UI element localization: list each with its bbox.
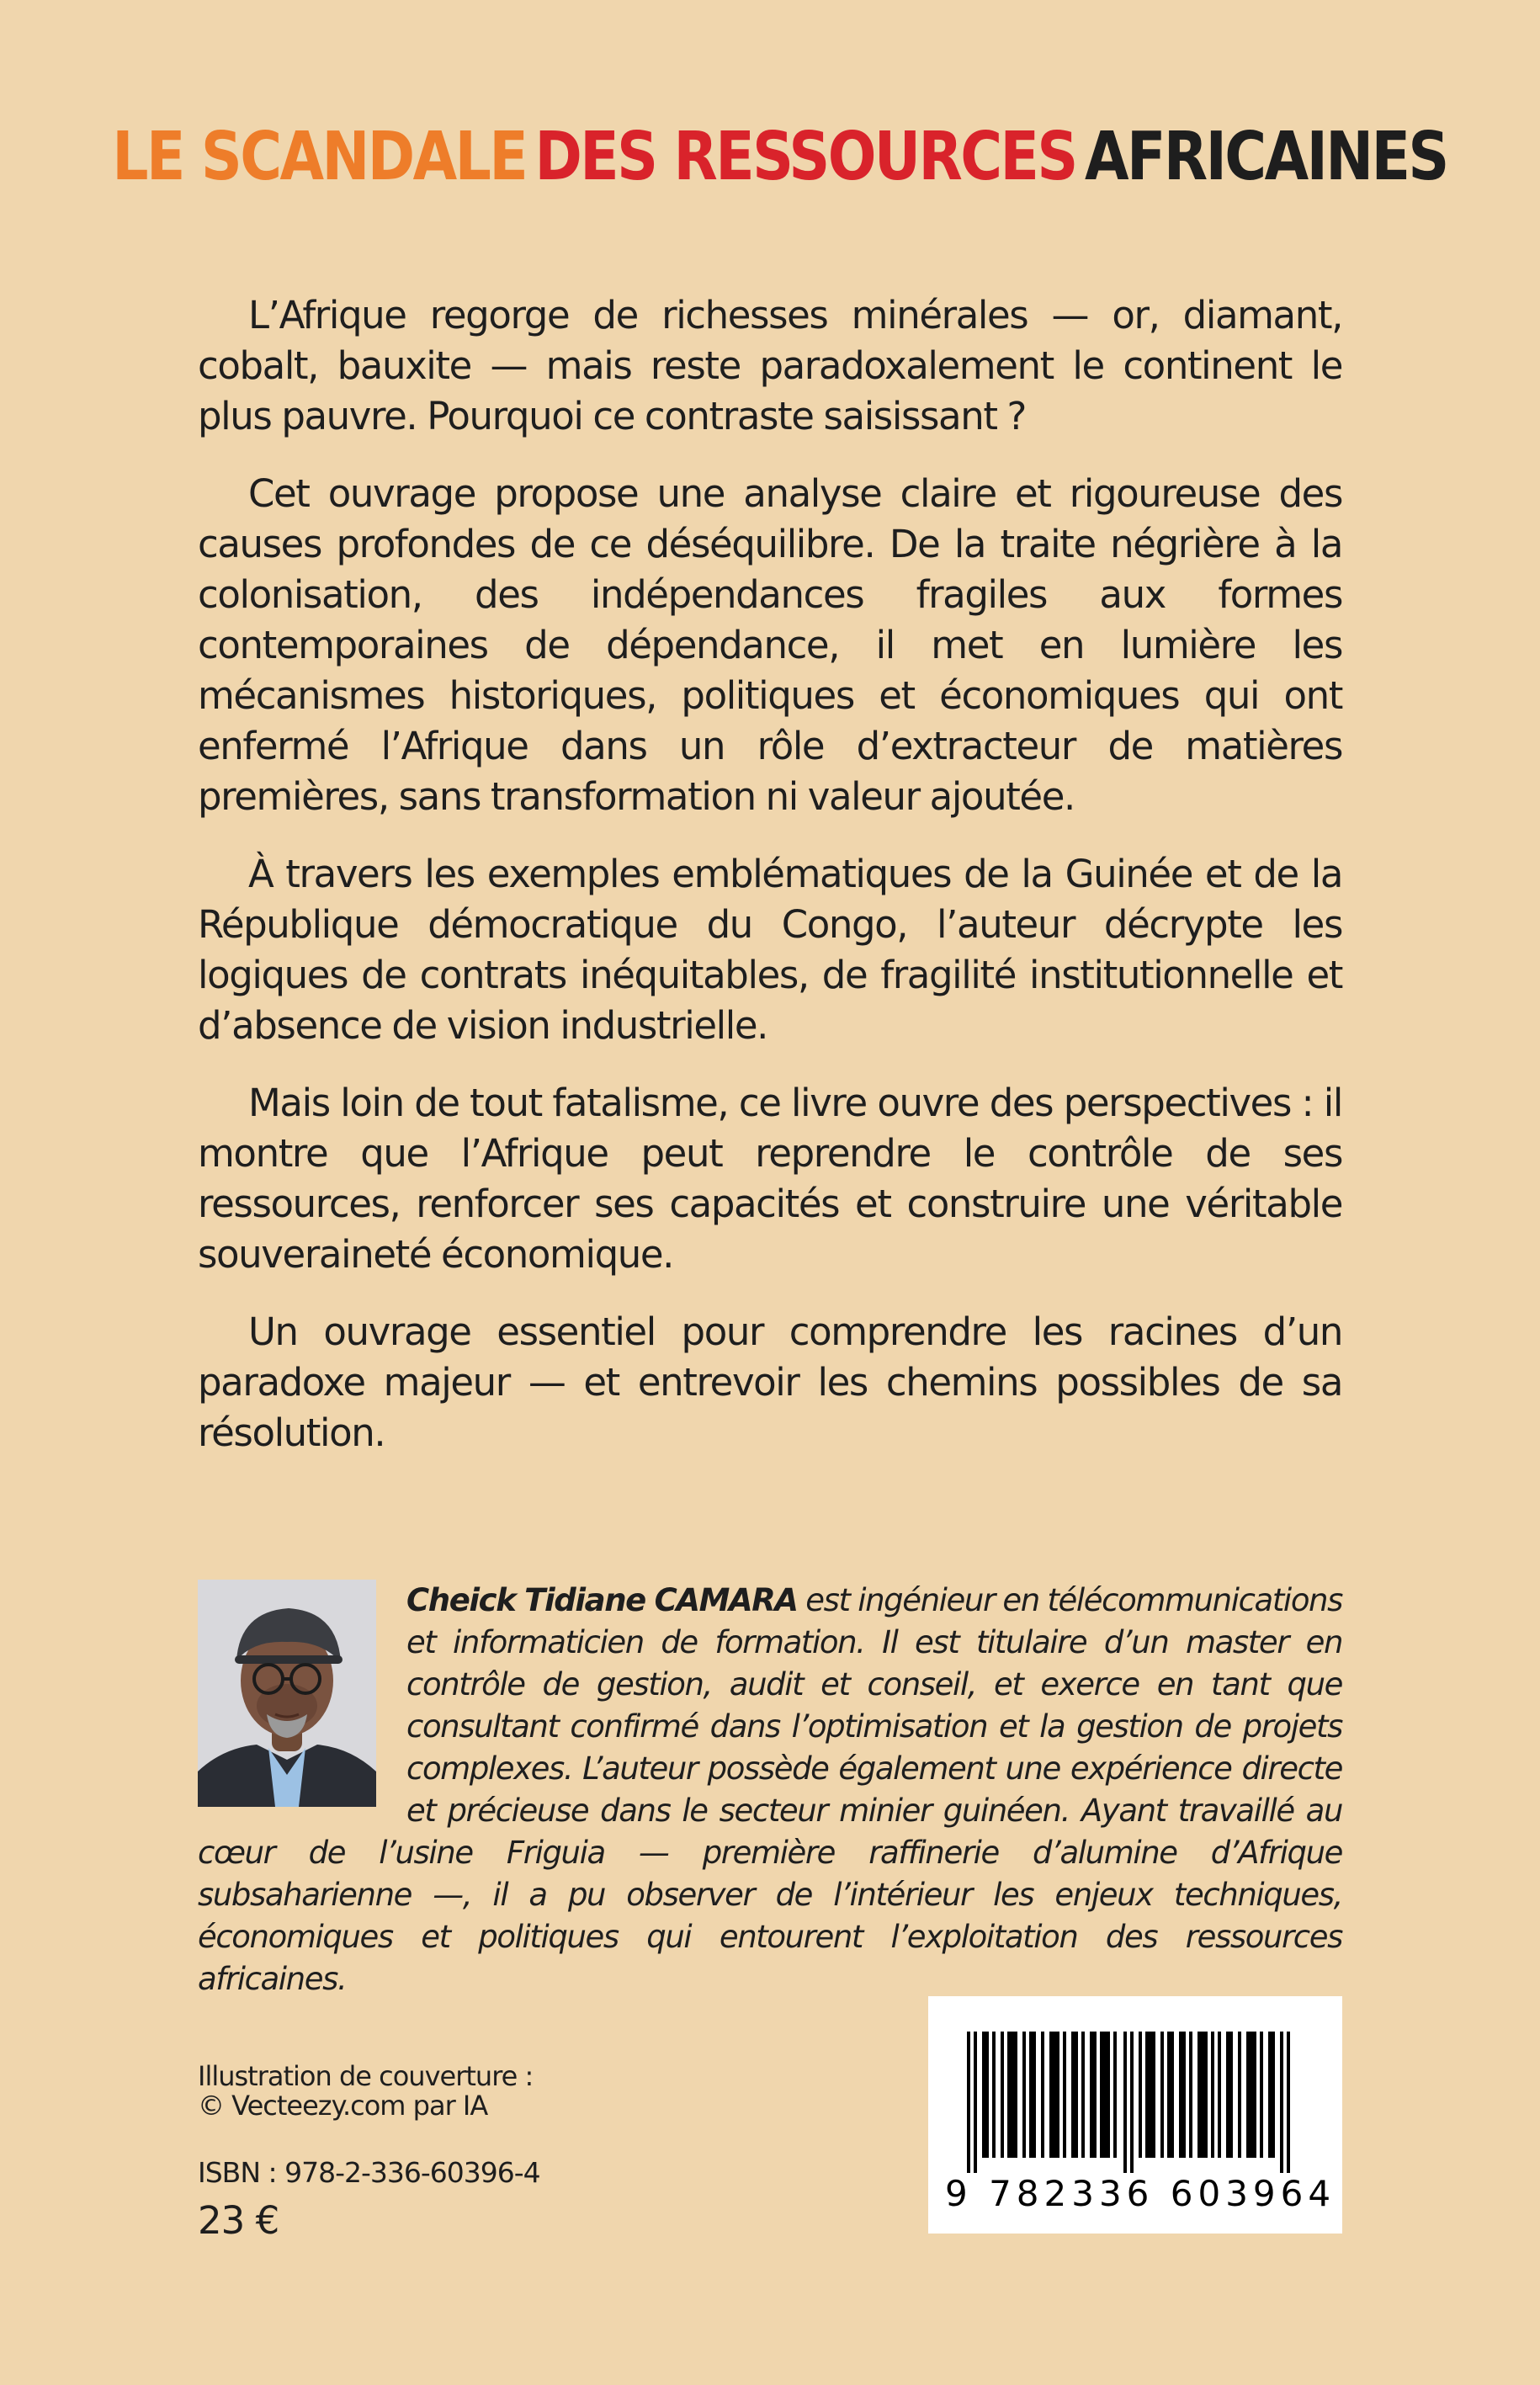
author-name: Cheick Tidiane CAMARA	[406, 1582, 798, 1618]
cover-credits	[198, 2062, 533, 2121]
author-portrait-image	[198, 1580, 376, 1807]
synopsis-paragraph-3: À travers les exemples emblématiques de la Guinée et de la République démocratique du Congo, l’auteur décrypte les logiques de contrats inéquitables, de fragilité institutionnelle et d’absence de vision industrielle.	[198, 852, 1342, 1048]
price: 23 €	[198, 2198, 279, 2243]
synopsis-paragraph-1: L’Afrique regorge de richesses minérales — or, diamant, cobalt, bauxite — mais reste paradoxalement le continent le plus pauvre. Pourquoi ce contraste saisissant ?	[198, 293, 1342, 438]
barcode-number: 9 782336 603964	[945, 2173, 1336, 2214]
title-part-3: AFRICAINES	[1085, 118, 1447, 195]
barcode-bars	[955, 2032, 1315, 2173]
isbn: ISBN : 978-2-336-60396-4	[198, 2156, 540, 2189]
synopsis	[198, 290, 1342, 1485]
barcode	[928, 1996, 1342, 2234]
author-photo	[198, 1580, 376, 1807]
synopsis-paragraph-5: Un ouvrage essentiel pour comprendre les racines d’un paradoxe majeur — et entrevoir les chemins possibles de sa résolution.	[198, 1309, 1342, 1455]
synopsis-paragraph-2: Cet ouvrage propose une analyse claire et rigoureuse des causes profondes de ce déséquilibre. De la traite négrière à la colonisation, des indépendances fragiles aux formes contemporaines de dépendance, il met en lumière les mécanismes historiques, politiques et économiques qui ont enfermé l’Afrique dans un rôle d’extracteur de matières premières, sans transformation ni valeur ajoutée.	[198, 471, 1342, 819]
title-part-1: LE SCANDALE	[112, 118, 527, 195]
synopsis-paragraph-4: Mais loin de tout fatalisme, ce livre ouvre des perspectives : il montre que l’Afrique peut reprendre le contrôle de ses ressources, renforcer ses capacités et construire une véritable souveraineté économique.	[198, 1081, 1342, 1277]
book-title	[108, 118, 1447, 195]
credits-line-1: Illustration de couverture :	[198, 2060, 534, 2092]
author-bio	[198, 1580, 1342, 2000]
author-bio-text: est ingénieur en télécommunications et informaticien de formation. Il est titulaire d’un master en contrôle de gestion, audit et conseil, et exerce en tant que consultant confirmé dans l’optimisation et la gestion de projets complexes. L’auteur possède également une expérience directe et précieuse dans le secteur minier guinéen. Ayant travaillé au cœur de l’usine Friguia — première raffinerie d’alumine d’Afrique subsaharienne —, il a pu observer de l’intérieur les enjeux techniques, économiques et politiques qui entourent l’exploitation des ressources africaines.	[198, 1582, 1342, 1997]
title-part-2: DES RESSOURCES	[534, 118, 1076, 195]
credits-line-2: © Vecteezy.com par IA	[198, 2090, 488, 2122]
